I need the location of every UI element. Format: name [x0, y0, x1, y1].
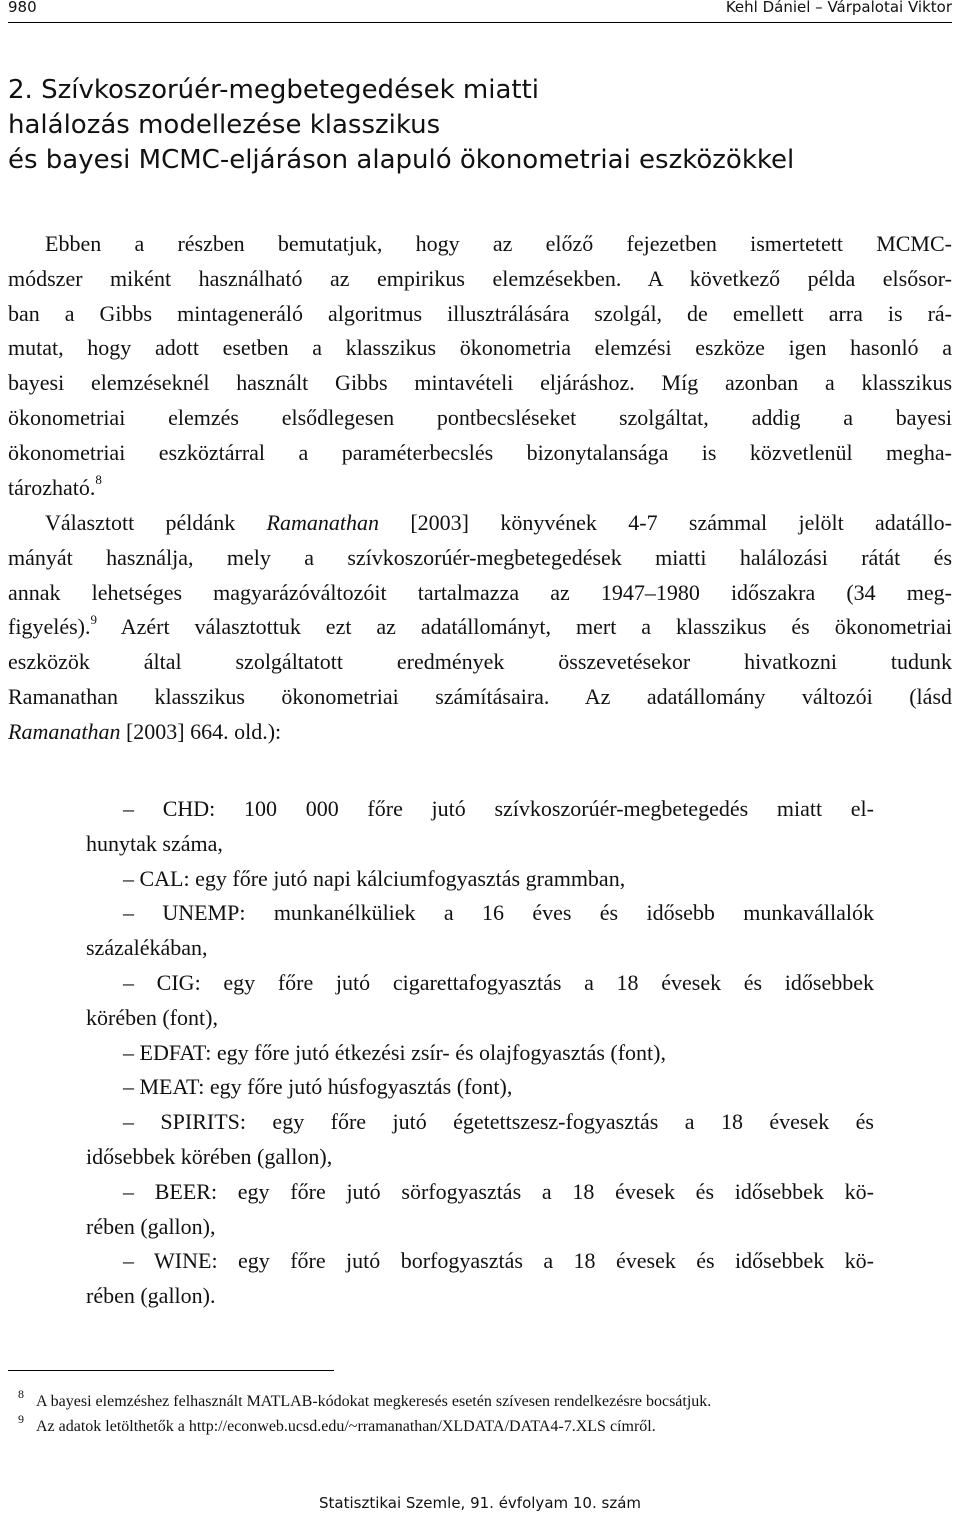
list-item-line: – BEER: egy főre jutó sörfogyasztás a 18 évesek és idősebbek kö-: [123, 1178, 874, 1204]
text-fragment: Választott példánk: [45, 510, 267, 535]
text-line: ökonometriai eszköztárral a paraméterbecslés bizonytalansága is közvetlenül megha-: [8, 439, 952, 465]
list-item: [86, 1244, 874, 1314]
text-line: annak lehetséges magyarázóváltozóit tartalmazza az 1947–1980 időszakra (34 meg-: [8, 579, 952, 605]
text-fragment: [2003] 664. old.):: [120, 718, 282, 744]
list-item-line: – CHD: 100 000 főre jutó szívkoszorúér-megbetegedés miatt el-: [123, 796, 874, 821]
title-line: és bayesi MCMC-eljáráson alapuló ökonometriai eszközökkel: [8, 145, 795, 175]
title-line: 2. Szívkoszorúér-megbetegedések miatti: [8, 75, 540, 105]
list-item: [86, 896, 874, 966]
running-header: [8, 0, 952, 22]
list-item: [86, 966, 874, 1036]
section-title: [8, 73, 948, 178]
text-line: bayesi elemzéseknél használt Gibbs mintavételi eljáráshoz. Míg azonban a klasszikus: [8, 370, 952, 396]
footnote-number: 8: [18, 1387, 24, 1401]
text-fragment: figyelés).: [8, 614, 91, 640]
text-line: [8, 506, 952, 541]
list-item-line: – EDFAT: egy főre jutó étkezési zsír- és olajfogyasztás (font),: [123, 1039, 666, 1065]
list-item: [86, 1175, 874, 1245]
list-item: [86, 862, 874, 897]
text-fragment: tározható.: [8, 474, 96, 500]
header-rule: [8, 22, 952, 23]
list-item: [86, 1070, 874, 1105]
text-line: ökonometriai elemzés elsődlegesen pontbecsléseket szolgáltat, addig a bayesi: [8, 404, 952, 430]
author-name: Ramanathan: [266, 510, 379, 535]
list-item-line: – CAL: egy főre jutó napi kálciumfogyasztás grammban,: [123, 865, 626, 891]
paragraph-intro: [8, 227, 952, 505]
list-item-line: – MEAT: egy főre jutó húsfogyasztás (font),: [123, 1074, 513, 1100]
list-item-line: rében (gallon),: [86, 1213, 216, 1239]
list-item-line: idősebbek körében (gallon),: [86, 1143, 333, 1169]
text-line: Ebben a részben bemutatjuk, hogy az előző fejezetben ismertetett MCMC-: [45, 231, 952, 256]
footnotes: [18, 1387, 712, 1439]
text-line: mányát használja, mely a szívkoszorúér-megbetegedések miatti halálozási rátát és: [8, 544, 952, 570]
footnote-ref: 9: [90, 612, 97, 628]
footnote-rule: [8, 1370, 334, 1371]
list-item-line: – CIG: egy főre jutó cigarettafogyasztás a 18 évesek és idősebbek: [123, 969, 874, 995]
header-authors: Kehl Dániel – Várpalotai Viktor: [725, 0, 952, 16]
text-line: [8, 715, 952, 750]
text-line: ban a Gibbs mintageneráló algoritmus illusztrálására szolgál, de emellett arra is rá-: [8, 300, 952, 326]
footnote-number: 9: [18, 1412, 24, 1426]
list-item-line: rében (gallon).: [86, 1283, 216, 1309]
text-fragment: Azért választottuk ezt az adatállományt, mert a klasszikus és ökonometriai: [96, 614, 952, 640]
text-line: eszközök által szolgáltatott eredmények összevetésekor hivatkozni tudunk: [8, 649, 952, 675]
list-item: [86, 1036, 874, 1071]
list-item: [86, 1105, 874, 1175]
footnote: [18, 1387, 712, 1414]
footnote-text: Az adatok letölthetők a http://econweb.ucsd.edu/~rramanathan/XLDATA/DATA4-7.XLS címről.: [36, 1418, 656, 1435]
paragraph-data: [8, 506, 952, 750]
list-item-line: – UNEMP: munkanélküliek a 16 éves és idősebb munkavállalók: [123, 900, 874, 926]
footnote: [18, 1412, 711, 1439]
list-item-line: – SPIRITS: egy főre jutó égetettszesz-fogyasztás a 18 évesek és: [123, 1109, 874, 1135]
text-fragment: [2003] könyvének 4-7 számmal jelölt adatállo-: [379, 510, 952, 535]
footnote-ref: 8: [95, 472, 102, 488]
running-footer: Statisztikai Szemle, 91. évfolyam 10. szám: [318, 1494, 642, 1512]
list-item: [86, 792, 874, 862]
text-line: mutat, hogy adott esetben a klasszikus ökonometria elemzési eszköze igen hasonló a: [8, 335, 952, 361]
author-name: Ramanathan: [8, 718, 121, 744]
list-item-line: hunytak száma,: [86, 830, 223, 856]
list-item-line: százalékában,: [86, 935, 208, 961]
page-number: 980: [8, 0, 37, 16]
title-line: halálozás modellezése klasszikus: [8, 110, 441, 140]
variable-list: [86, 792, 874, 1314]
list-item-line: körében (font),: [86, 1004, 218, 1030]
text-line: [8, 610, 952, 645]
text-line: módszer miként használható az empirikus elemzésekben. A következő példa elsősor-: [8, 265, 952, 291]
text-line: Ramanathan klasszikus ökonometriai számításaira. Az adatállomány változói (lásd: [8, 683, 952, 709]
footnote-text: A bayesi elemzéshez felhasznált MATLAB-kódokat megkeresés esetén szívesen rendelkezésre bocsátjuk.: [36, 1393, 712, 1410]
text-line: [8, 471, 952, 506]
list-item-line: – WINE: egy főre jutó borfogyasztás a 18 évesek és idősebbek kö-: [123, 1248, 874, 1274]
